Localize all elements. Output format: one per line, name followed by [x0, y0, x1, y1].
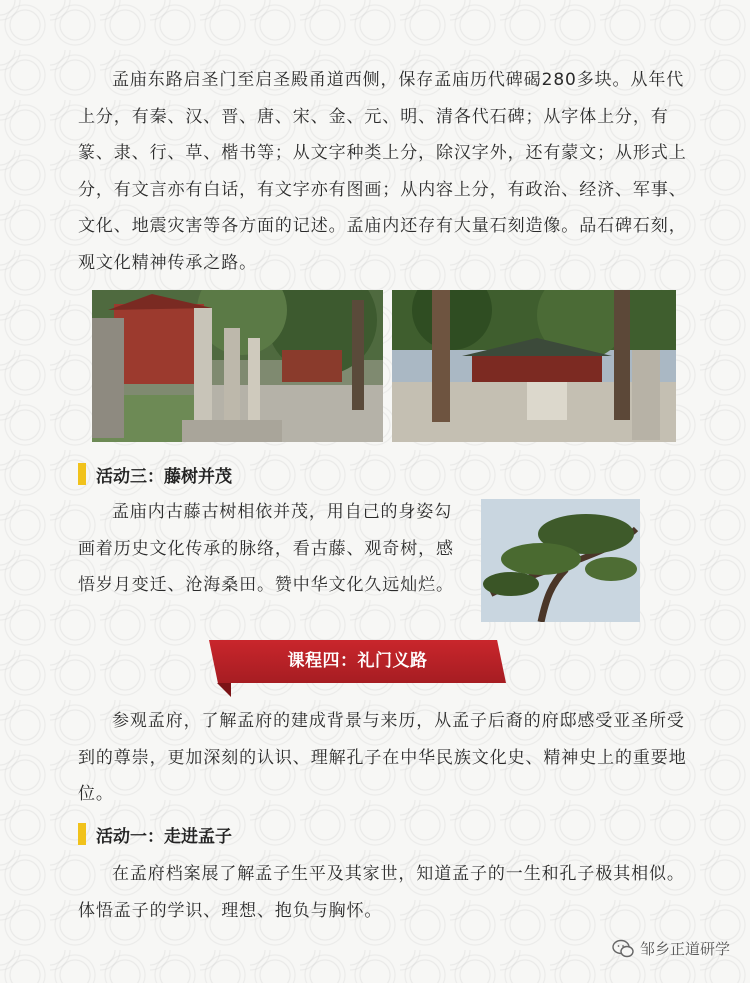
stele-paragraph: 孟庙东路启圣门至启圣殿甬道西侧，保存孟庙历代碑碣280多块。从年代上分，有秦、汉、晋、唐、宋、金、元、明、清各代石碑；从字体上分，有篆、隶、行、草、楷书等；从文字种类上分，除汉字外，还有蒙文；从形式上分，有文言亦有白话，有文字亦有图画；从内容上分，有政治、经济、军事、文化、地震灾害等各方面的记述。孟庙内还存有大量石刻造像。品石碑石刻，观文化精神传承之路。 — [78, 70, 687, 273]
activity1-paragraph: 在孟府档案展了解孟子生平及其家世，知道孟子的一生和孔子极其相似。体悟孟子的学识、理想、抱负与胸怀。 — [78, 864, 685, 921]
activity1-heading — [78, 822, 232, 846]
stele-courtyard-photo — [92, 290, 383, 442]
course4-banner — [209, 640, 506, 684]
course4-paragraph: 参观孟府，了解孟府的建成背景与来历，从孟子后裔的府邸感受亚圣所受到的尊崇，更加深刻的认识、理解孔子在中华民族文化史、精神史上的重要地位。 — [78, 711, 687, 804]
activity1-title: 活动一：走进孟子 — [96, 826, 232, 847]
course4-title: 课程四：礼门义路 — [287, 651, 428, 671]
banner-fold — [217, 683, 231, 697]
watermark-text: 邹乡正道研学 — [639, 940, 730, 958]
ancient-tree-photo — [481, 499, 640, 622]
account-watermark — [612, 938, 730, 959]
accent-bar — [78, 463, 86, 485]
activity3-title: 活动三：藤树并茂 — [96, 466, 232, 487]
accent-bar — [78, 823, 86, 845]
activity3-heading — [78, 462, 232, 486]
temple-grounds-photo — [392, 290, 676, 442]
wechat-icon — [612, 939, 634, 959]
activity3-paragraph: 孟庙内古藤古树相依并茂，用自己的身姿勾画着历史文化传承的脉络，看古藤、观奇树，感悟岁月变迁、沧海桑田。赞中华文化久远灿烂。 — [78, 502, 454, 595]
